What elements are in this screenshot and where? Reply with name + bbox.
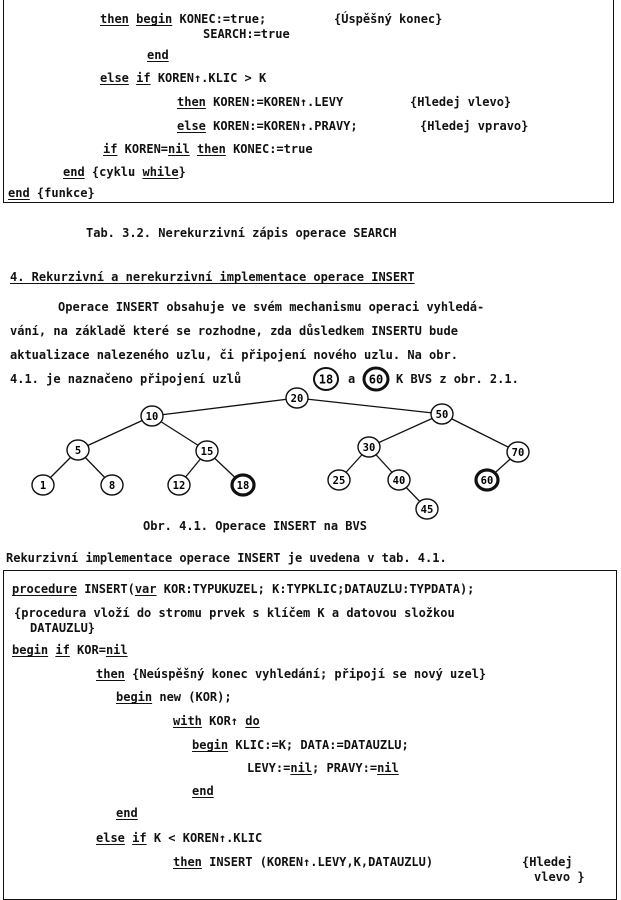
tree-node-label: 18 xyxy=(236,480,250,492)
tree-node-label: 20 xyxy=(290,393,304,405)
code-text: INSERT (KOREN↑.LEVY,K,DATAUZLU) xyxy=(201,855,434,869)
code-text: new (KOR); xyxy=(152,690,232,704)
code-text: {funkce} xyxy=(29,186,95,200)
code-text: KOREN↑.KLIC > K xyxy=(150,71,267,85)
code-line xyxy=(63,165,186,179)
code-line xyxy=(173,714,260,728)
keyword: then xyxy=(173,855,202,869)
code-comment: vlevo } xyxy=(534,870,585,884)
code-text: KOR↑ xyxy=(201,714,246,728)
keyword: nil xyxy=(168,142,190,156)
code-text: KOR= xyxy=(69,643,106,657)
node-label: 18 xyxy=(318,372,334,387)
tree-nodes xyxy=(32,388,529,519)
tree-node-label: 60 xyxy=(480,475,494,487)
keyword: nil xyxy=(377,761,399,775)
code-text: KOREN:=KOREN↑.LEVY xyxy=(205,95,344,109)
figure-caption: Obr. 4.1. Operace INSERT na BVS xyxy=(143,519,367,533)
paragraph-line: K BVS z obr. 2.1. xyxy=(396,372,519,386)
code-text: K < KOREN↑.KLIC xyxy=(146,831,263,845)
keyword: while xyxy=(142,165,179,179)
code-text: KONEC:=true xyxy=(225,142,313,156)
keyword: nil xyxy=(290,761,313,775)
code-line: SEARCH:=true xyxy=(203,27,290,41)
keyword: end xyxy=(63,165,85,179)
tree-node-label: 25 xyxy=(332,475,346,487)
keyword: then xyxy=(100,12,129,26)
code-comment: DATAUZLU} xyxy=(30,621,96,635)
code-line xyxy=(177,95,343,109)
code-comment: {Úspěšný konec} xyxy=(334,12,443,26)
code-line xyxy=(177,119,358,133)
code-text: {cyklu xyxy=(84,165,143,179)
table-caption: Tab. 3.2. Nerekurzivní zápis operace SEARCH xyxy=(86,226,397,240)
paragraph-line: 4.1. je naznačeno připojení uzlů xyxy=(10,372,242,386)
code-text: KLIC:=K; DATA:=DATAUZLU; xyxy=(228,738,409,752)
keyword: end xyxy=(147,48,169,62)
tree-node-label: 15 xyxy=(200,446,214,458)
keyword: nil xyxy=(105,643,128,657)
keyword: procedure xyxy=(12,582,78,596)
code-comment: {procedura vloží do stromu prvek s klíčem K a datovou složkou xyxy=(14,606,455,620)
keyword: else xyxy=(177,119,206,133)
code-line xyxy=(103,142,313,156)
keyword: with xyxy=(173,714,202,728)
keyword: var xyxy=(134,582,157,596)
paragraph-line: vání, na základě které se rozhodne, zda důsledkem INSERTU bude xyxy=(10,324,458,338)
code-line xyxy=(100,12,266,26)
code-text: KOR:TYPUKUZEL; K:TYPKLIC;DATAUZLU:TYPDATA); xyxy=(156,582,475,596)
keyword: if xyxy=(136,71,151,85)
keyword: then xyxy=(196,142,226,156)
code-text: LEVY:= xyxy=(247,761,291,775)
tree-node-label: 30 xyxy=(362,442,376,454)
code-line xyxy=(12,582,474,596)
keyword: else xyxy=(100,71,129,85)
code-line xyxy=(173,855,433,869)
code-text: } xyxy=(178,165,186,179)
tree-node-label: 5 xyxy=(74,445,82,457)
code-text: KOREN= xyxy=(117,142,169,156)
code-line xyxy=(192,738,409,752)
tree-node-label: 1 xyxy=(39,480,47,492)
paragraph-line: aktualizace nalezeného uzlu, či připojení nového uzlu. Na obr. xyxy=(10,348,458,362)
node-label: 60 xyxy=(368,372,384,387)
code-text: ; PRAVY:= xyxy=(312,761,378,775)
code-line xyxy=(96,831,262,845)
keyword: then xyxy=(96,667,125,681)
keyword: do xyxy=(245,714,260,728)
tree-node-label: 12 xyxy=(172,480,186,492)
tree-node-label: 8 xyxy=(108,480,116,492)
keyword: begin xyxy=(12,643,49,657)
keyword: begin xyxy=(116,690,153,704)
code-line xyxy=(8,186,95,200)
intro-line: Rekurzivní implementace operace INSERT je uvedena v tab. 4.1. xyxy=(6,551,447,565)
keyword: end xyxy=(192,784,214,798)
tree-node-label: 45 xyxy=(420,504,434,516)
paragraph-line: Operace INSERT obsahuje ve svém mechanismu operaci vyhledá- xyxy=(58,300,485,314)
code-text: INSERT( xyxy=(77,582,135,596)
code-comment: {Hledej vpravo} xyxy=(420,119,529,133)
code-line xyxy=(247,761,399,775)
code-line xyxy=(116,690,232,704)
tree-node-label: 10 xyxy=(145,411,159,423)
code-comment: {Hledej vlevo} xyxy=(410,95,512,109)
code-text: KONEC:=true; xyxy=(172,12,267,26)
tree-node-label: 70 xyxy=(511,447,525,459)
keyword: if xyxy=(103,142,118,156)
keyword: begin xyxy=(136,12,173,26)
keyword: if xyxy=(132,831,147,845)
keyword: then xyxy=(177,95,206,109)
keyword: if xyxy=(55,643,70,657)
code-comment: {Hledej xyxy=(522,855,573,869)
code-line xyxy=(12,643,128,657)
code-line xyxy=(100,71,266,85)
keyword: end xyxy=(116,806,138,820)
keyword: end xyxy=(8,186,30,200)
keyword: begin xyxy=(192,738,229,752)
keyword: else xyxy=(96,831,125,845)
paragraph-word: a xyxy=(348,372,356,386)
code-comment: {Neúspěšný konec vyhledání; připojí se nový uzel} xyxy=(124,667,487,681)
section-heading: 4. Rekurzivní a nerekurzivní implementace operace INSERT xyxy=(10,270,415,284)
tree-node-label: 50 xyxy=(435,409,449,421)
bst-figure xyxy=(0,384,621,526)
code-text: KOREN:=KOREN↑.PRAVY; xyxy=(205,119,358,133)
code-line xyxy=(96,667,486,681)
tree-node-label: 40 xyxy=(392,475,406,487)
